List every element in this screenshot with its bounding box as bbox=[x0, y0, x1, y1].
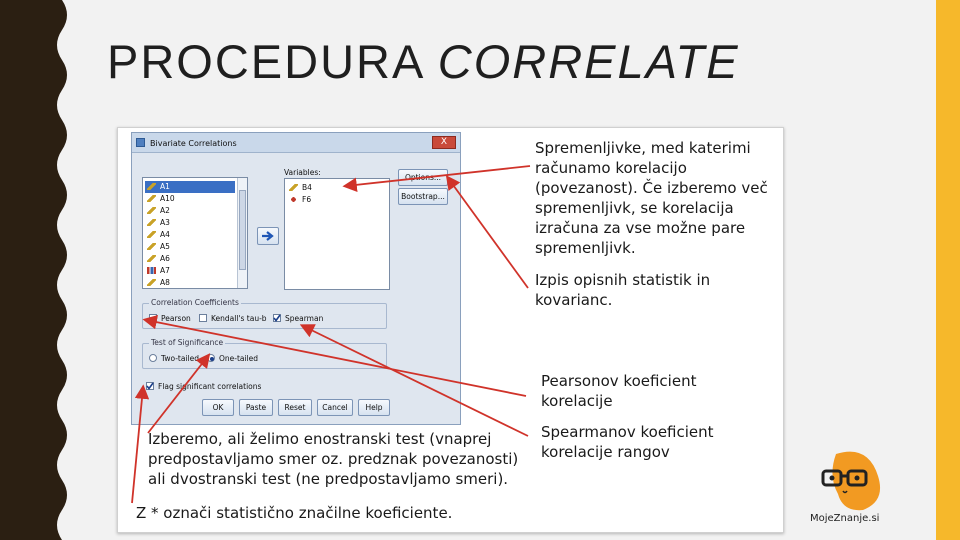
list-item-label: A3 bbox=[160, 218, 170, 227]
pearson-label: Pearson bbox=[161, 314, 191, 323]
pearson-note-line: korelacije bbox=[541, 392, 613, 410]
screenshot-panel bbox=[117, 127, 784, 533]
arrow-to-options bbox=[448, 178, 528, 288]
bootstrap-button[interactable]: Bootstrap... bbox=[398, 188, 448, 205]
reset-button[interactable]: Reset bbox=[278, 399, 312, 416]
slide-title bbox=[107, 34, 740, 89]
arrow-to-flag bbox=[132, 388, 143, 503]
options-note-line: kovarianc. bbox=[535, 291, 613, 309]
options-note-line: Izpis opisnih statistik in bbox=[535, 271, 711, 289]
spearman-note-line: Spearmanov koeficient bbox=[541, 423, 714, 441]
pearson-note-line: Pearsonov koeficient bbox=[541, 372, 697, 390]
title-italic: CORRELATE bbox=[437, 35, 740, 88]
list-item-label: A5 bbox=[160, 242, 170, 251]
flag-annotation: Z * označi statistično značilne koeficiente. bbox=[136, 504, 453, 522]
tailed-note-line: predpostavljamo smer oz. predznak povezanosti) bbox=[148, 450, 519, 468]
list-item-label: B4 bbox=[302, 183, 312, 192]
tailed-note-line: Izberemo, ali želimo enostranski test (vnaprej bbox=[148, 430, 492, 448]
options-button[interactable]: Options... bbox=[398, 169, 448, 186]
arrow-to-variables bbox=[346, 166, 530, 186]
arrow-to-spearman bbox=[303, 326, 528, 436]
close-icon[interactable]: X bbox=[432, 136, 456, 149]
list-item-label: A1 bbox=[160, 182, 170, 191]
list-item-label: A6 bbox=[160, 254, 170, 263]
spearman-label: Spearman bbox=[285, 314, 324, 323]
variables-label: Variables: bbox=[284, 168, 321, 177]
variables-note-line: računamo korelacijo bbox=[535, 159, 687, 177]
paste-button[interactable]: Paste bbox=[239, 399, 273, 416]
variables-note-line: (povezanost). Če izberemo več bbox=[535, 179, 768, 197]
title-plain: PROCEDURA bbox=[107, 35, 438, 88]
ok-button[interactable]: OK bbox=[202, 399, 234, 416]
tailed-note-line: ali dvostranski test (ne predpostavljamo smeri). bbox=[148, 470, 509, 488]
variables-note-line: izračuna za vse možne pare bbox=[535, 219, 746, 237]
significance-group-label: Test of Significance bbox=[151, 338, 224, 347]
variables-note-line: spremenljivk. bbox=[535, 239, 636, 257]
flag-significant-label: Flag significant correlations bbox=[158, 382, 262, 391]
arrow-to-pearson bbox=[146, 320, 526, 396]
annotation-arrows bbox=[118, 128, 784, 533]
left-wavy-border bbox=[0, 0, 80, 540]
variables-note-line: spremenljivk, se korelacija bbox=[535, 199, 734, 217]
cancel-button[interactable]: Cancel bbox=[317, 399, 353, 416]
two-tailed-label: Two-tailed bbox=[161, 354, 199, 363]
list-item-label: A8 bbox=[160, 278, 170, 287]
list-item-label: A2 bbox=[160, 206, 170, 215]
list-item-label: A4 bbox=[160, 230, 170, 239]
spearman-note-line: korelacije rangov bbox=[541, 443, 670, 461]
one-tailed-label: One-tailed bbox=[219, 354, 259, 363]
right-accent-bar bbox=[936, 0, 960, 540]
help-button[interactable]: Help bbox=[358, 399, 390, 416]
kendall-label: Kendall's tau-b bbox=[211, 314, 267, 323]
list-item-label: A7 bbox=[160, 266, 170, 275]
variables-note-line: Spremenljivke, med katerimi bbox=[535, 139, 751, 157]
arrow-to-one-tailed bbox=[148, 356, 208, 433]
list-item-label: A10 bbox=[160, 194, 175, 203]
coefficients-group-label: Correlation Coefficients bbox=[151, 298, 239, 307]
logo-text: MojeZnanje.si bbox=[810, 513, 880, 524]
list-item-label: F6 bbox=[302, 195, 312, 204]
dialog-title: Bivariate Correlations bbox=[150, 139, 237, 148]
